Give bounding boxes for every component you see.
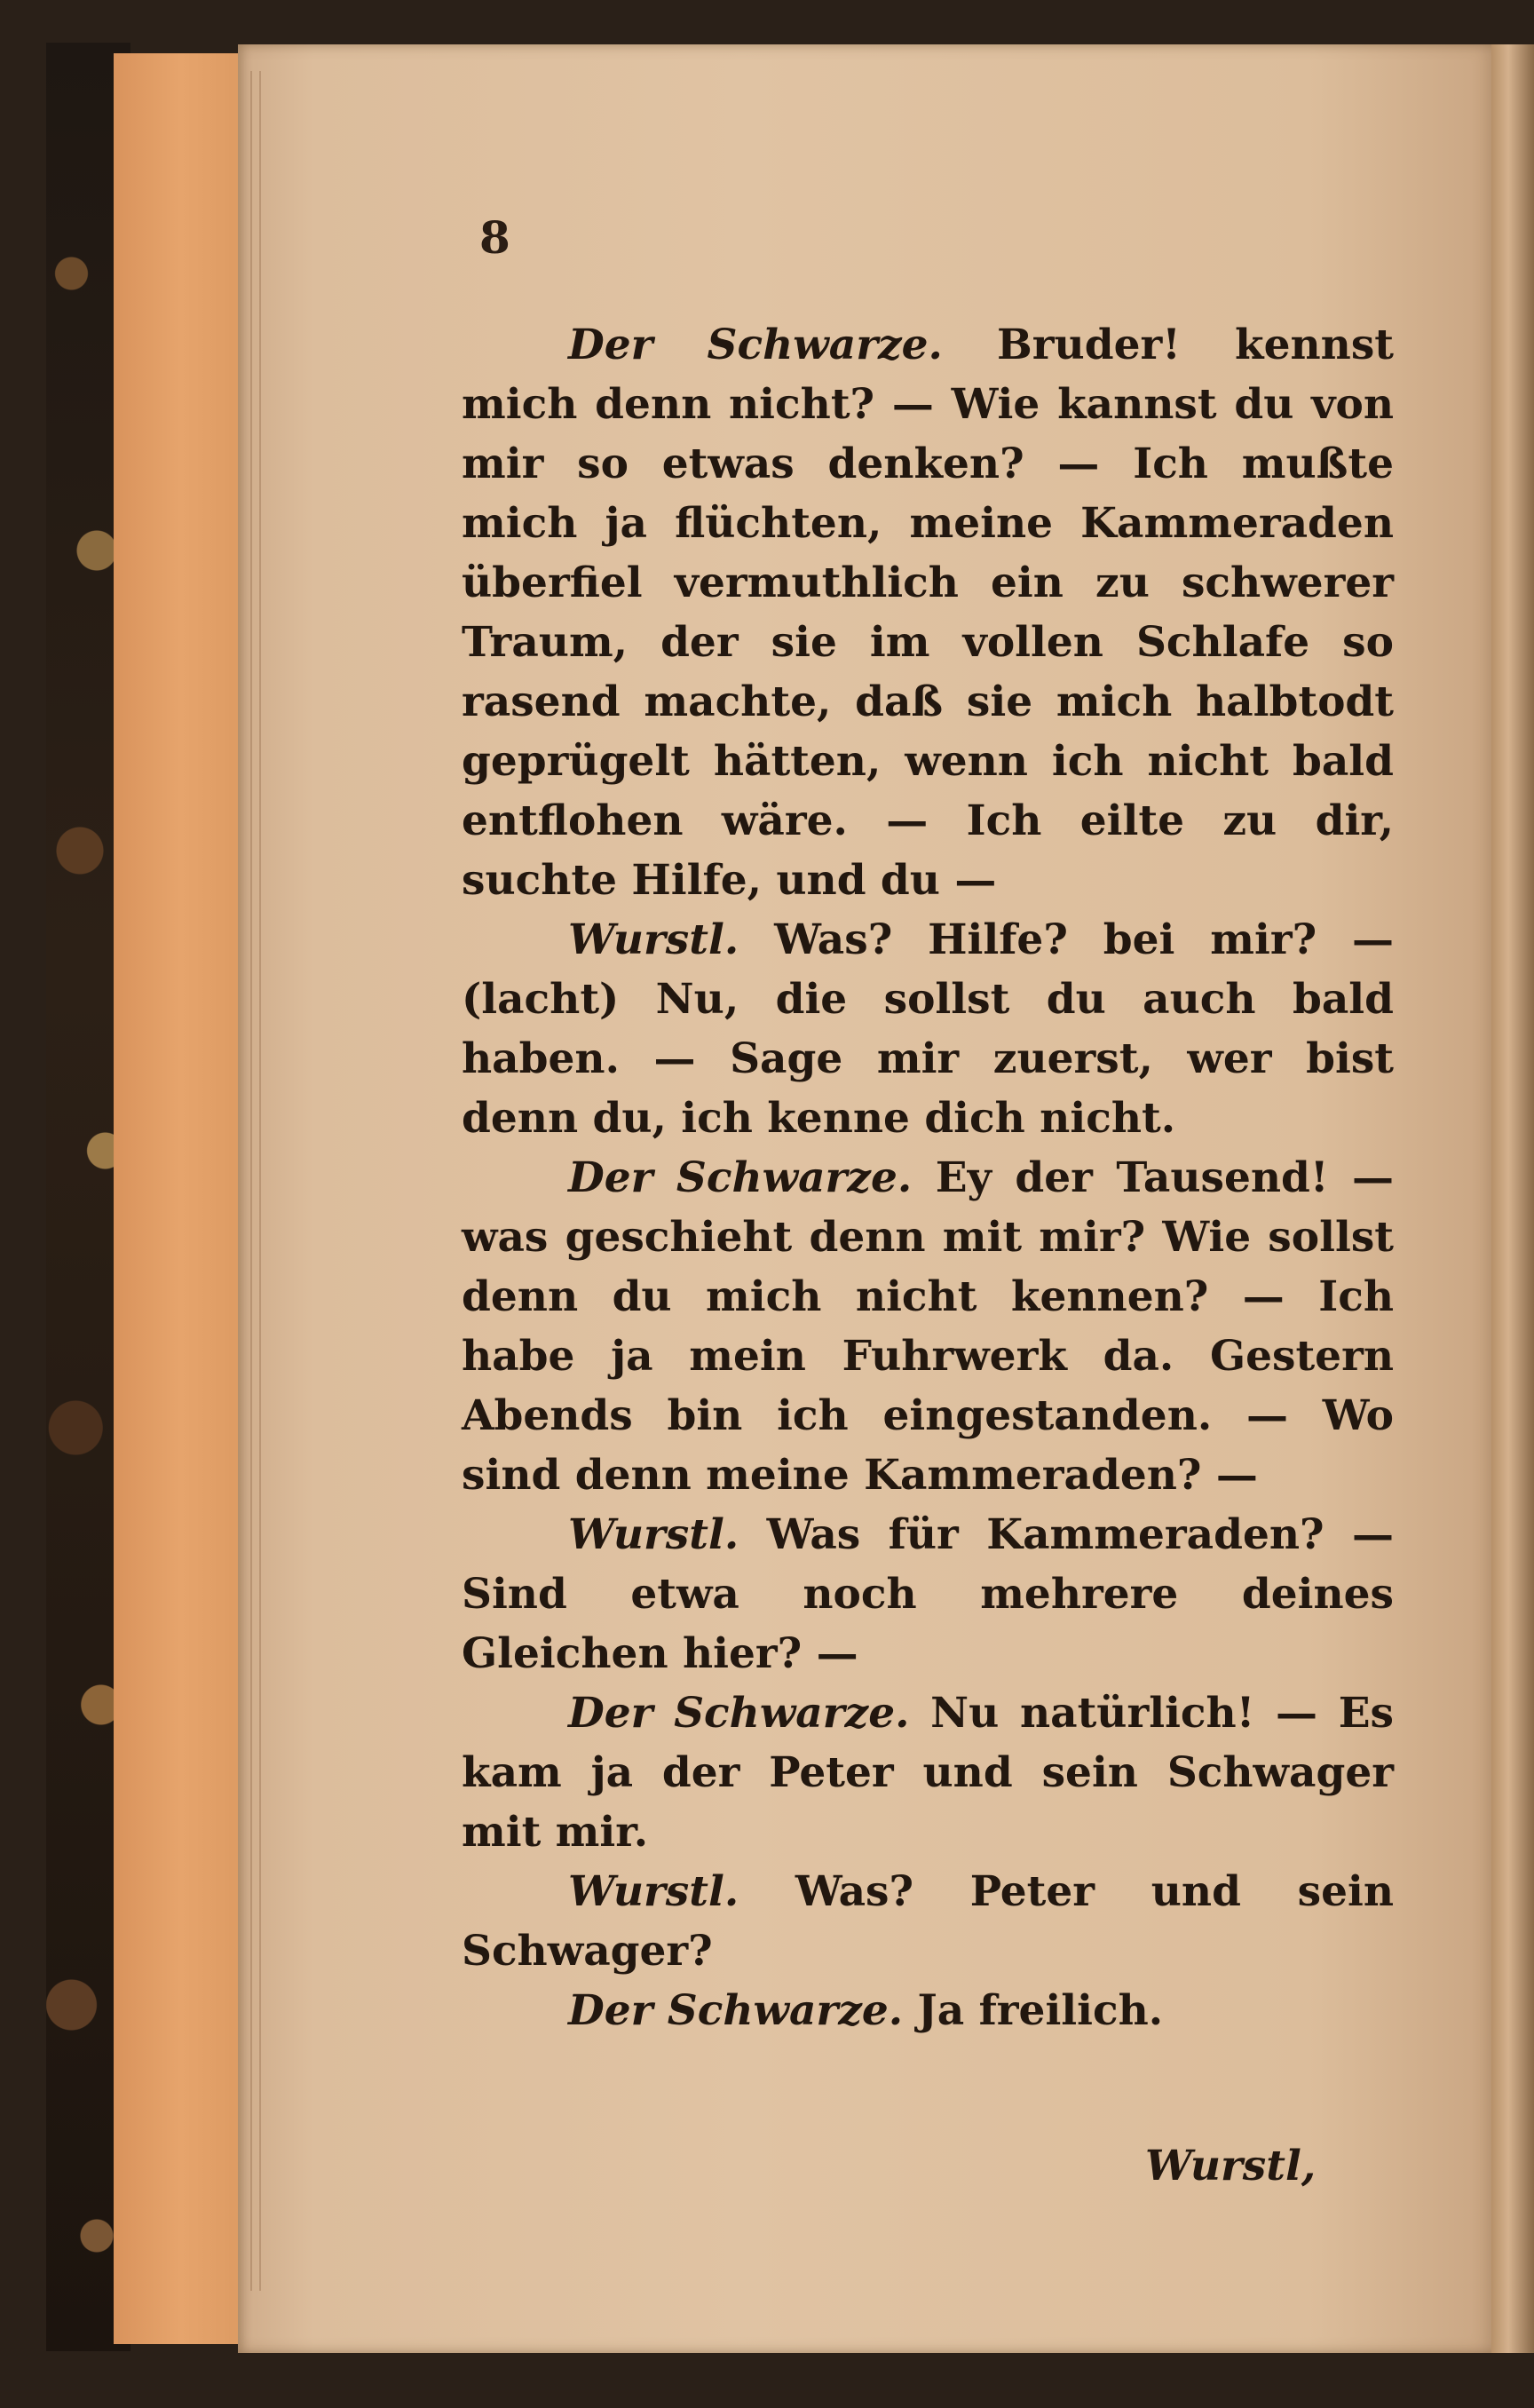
dialogue-paragraph [462, 1981, 1394, 2040]
endpaper [114, 53, 247, 2344]
page-gutter [1491, 44, 1534, 2353]
speaker-name: Der Schwarze. [568, 321, 943, 369]
speaker-name: Der Schwarze. [568, 1986, 904, 2035]
page-number: 8 [479, 211, 510, 264]
dialogue-line: Was? Peter und sein Schwager? [462, 1867, 1394, 1976]
dialogue-line: Was für Kammeraden? — Sind etwa noch mehrere deines Gleichen hier? — [462, 1510, 1394, 1678]
dialogue-paragraph [462, 1683, 1394, 1862]
dialogue-paragraph [462, 910, 1394, 1148]
dialogue-line: Was? Hilfe? bei mir? — (lacht) Nu, die sollst du auch bald haben. — Sage mir zuerst, wer bist denn du, ich kenne dich nicht. [462, 915, 1394, 1143]
dialogue-line: Nu natürlich! — Es kam ja der Peter und sein Schwager mit mir. [462, 1689, 1394, 1857]
dialogue-paragraph [462, 315, 1394, 910]
page-edge-line [259, 71, 261, 2291]
page-edge-line [250, 71, 252, 2291]
speaker-name: Wurstl. [568, 1510, 739, 1559]
dialogue-line: Bruder! kennst mich denn nicht? — Wie kannst du von mir so etwas denken? — Ich mußte mich ja flüchten, meine Kammeraden überfiel vermuthlich ein zu schwerer Traum, der sie im vollen Schlafe so rasend machte, daß sie mich halbtodt geprügelt hätten, wenn ich nicht bald entflohen wäre. — Ich eilte zu dir, suchte Hilfe, und du — [462, 321, 1394, 905]
dialogue-text [462, 315, 1394, 2040]
catchword: Wurstl, [1145, 2142, 1317, 2190]
dialogue-paragraph [462, 1148, 1394, 1505]
speaker-name: Wurstl. [568, 915, 739, 964]
dialogue-paragraph [462, 1862, 1394, 1981]
dialogue-paragraph [462, 1505, 1394, 1683]
speaker-name: Der Schwarze. [568, 1153, 913, 1202]
dialogue-line: Ja freilich. [903, 1986, 1164, 2035]
speaker-name: Wurstl. [568, 1867, 739, 1916]
speaker-name: Der Schwarze. [568, 1689, 910, 1738]
dialogue-line: Ey der Tausend! — was geschieht denn mit mir? Wie sollst denn du mich nicht kennen? — Ich habe ja mein Fuhrwerk da. Gestern Abends bin ich eingestanden. — Wo sind denn meine Kammeraden? — [462, 1153, 1394, 1500]
